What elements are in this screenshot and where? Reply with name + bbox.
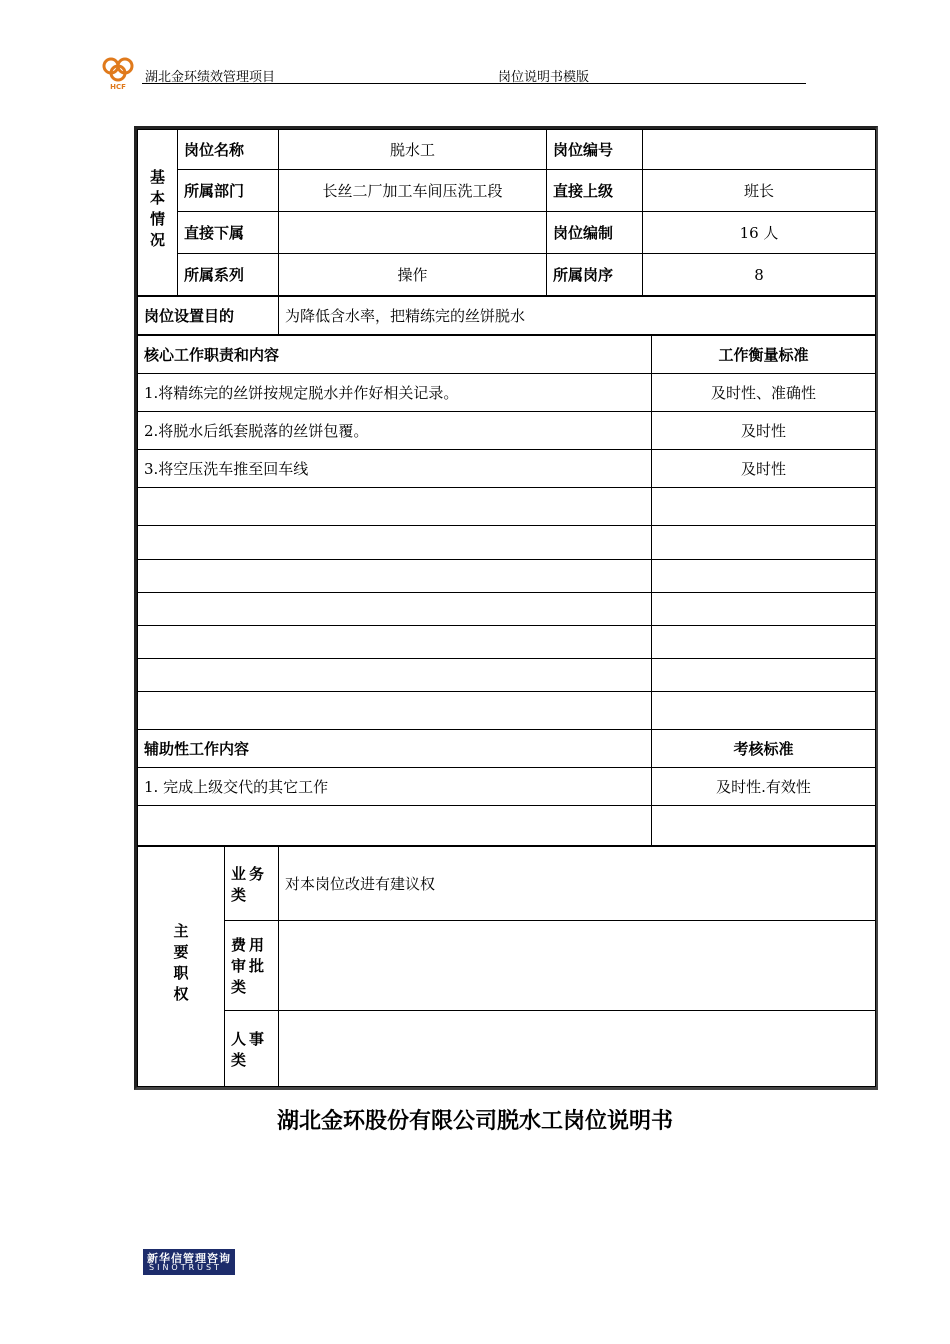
aux-header: 辅助性工作内容 [138, 730, 652, 768]
duty-text: 3.将空压洗车推至回车线 [138, 450, 652, 488]
empty-cell [138, 692, 652, 730]
table-row [138, 659, 876, 692]
table-row [138, 847, 876, 921]
authority-type: 业务类 [225, 847, 279, 921]
table-row [138, 450, 876, 488]
field-label: 所属岗序 [547, 254, 643, 296]
empty-cell [652, 806, 876, 846]
aux-standard-header: 考核标准 [652, 730, 876, 768]
aux-text: 1. 完成上级交代的其它工作 [138, 768, 652, 806]
table-row [138, 336, 876, 374]
basic-info-table [137, 129, 876, 296]
empty-cell [138, 560, 652, 593]
table-row [138, 412, 876, 450]
authority-value [279, 921, 876, 1011]
duty-standard: 及时性、准确性 [652, 374, 876, 412]
empty-cell [652, 593, 876, 626]
empty-cell [652, 659, 876, 692]
table-row [138, 526, 876, 560]
purpose-table [137, 296, 876, 335]
empty-cell [652, 626, 876, 659]
field-value: 脱水工 [279, 130, 547, 170]
document-title: 湖北金环股份有限公司脱水工岗位说明书 [276, 1109, 673, 1134]
authority-value [279, 1011, 876, 1087]
table-row [138, 730, 876, 768]
empty-cell [138, 593, 652, 626]
core-standard-header: 工作衡量标准 [652, 336, 876, 374]
duty-standard: 及时性 [652, 450, 876, 488]
field-label: 岗位编制 [547, 212, 643, 254]
core-duties-table [137, 335, 876, 846]
field-label: 所属部门 [178, 170, 279, 212]
table-row [138, 254, 876, 296]
field-label: 岗位名称 [178, 130, 279, 170]
header-divider [142, 83, 806, 84]
empty-cell [138, 659, 652, 692]
empty-cell [652, 488, 876, 526]
purpose-value: 为降低含水率，把精练完的丝饼脱水 [279, 297, 876, 335]
table-row [138, 626, 876, 659]
field-label: 岗位编号 [547, 130, 643, 170]
page-header [100, 55, 806, 91]
table-row [138, 170, 876, 212]
table-row [138, 593, 876, 626]
duty-standard: 及时性 [652, 412, 876, 450]
field-value: 长丝二厂加工车间压洗工段 [279, 170, 547, 212]
field-value: 8 [643, 254, 876, 296]
table-row [138, 1011, 876, 1087]
template-name: 岗位说明书模版 [498, 70, 590, 85]
sinotrust-logo [143, 1249, 235, 1275]
table-row [138, 297, 876, 335]
authority-table [137, 846, 876, 1087]
empty-cell [138, 806, 652, 846]
empty-cell [138, 626, 652, 659]
authority-label: 主要职权 [138, 847, 225, 1087]
authority-type: 人事类 [225, 1011, 279, 1087]
empty-cell [652, 526, 876, 560]
basic-section-label: 基本情况 [138, 130, 178, 296]
table-row [138, 130, 876, 170]
project-name: 湖北金环绩效管理项目 [145, 70, 276, 85]
empty-cell [138, 488, 652, 526]
empty-cell [138, 526, 652, 560]
authority-value: 对本岗位改进有建议权 [279, 847, 876, 921]
authority-type: 费用审批类 [225, 921, 279, 1011]
aux-standard: 及时性.有效性 [652, 768, 876, 806]
logo-text: HCF [110, 83, 126, 91]
core-header: 核心工作职责和内容 [138, 336, 652, 374]
logo-cn: 新华信管理咨询 [147, 1252, 231, 1265]
company-logo-icon [100, 55, 136, 91]
purpose-label: 岗位设置目的 [138, 297, 279, 335]
table-row [138, 212, 876, 254]
table-row [138, 374, 876, 412]
duty-text: 1.将精练完的丝饼按规定脱水并作好相关记录。 [138, 374, 652, 412]
field-value: 操作 [279, 254, 547, 296]
field-label: 直接下属 [178, 212, 279, 254]
table-row [138, 921, 876, 1011]
table-row [138, 806, 876, 846]
job-description-form [134, 126, 878, 1090]
field-label: 所属系列 [178, 254, 279, 296]
table-row [138, 768, 876, 806]
empty-cell [652, 560, 876, 593]
empty-cell [652, 692, 876, 730]
field-value: 班长 [643, 170, 876, 212]
table-row [138, 488, 876, 526]
duty-text: 2.将脱水后纸套脱落的丝饼包覆。 [138, 412, 652, 450]
logo-en: SINOTRUST [149, 1263, 222, 1272]
field-value: 16 人 [643, 212, 876, 254]
table-row [138, 560, 876, 593]
field-value [279, 212, 547, 254]
table-row [138, 692, 876, 730]
field-value [643, 130, 876, 170]
field-label: 直接上级 [547, 170, 643, 212]
